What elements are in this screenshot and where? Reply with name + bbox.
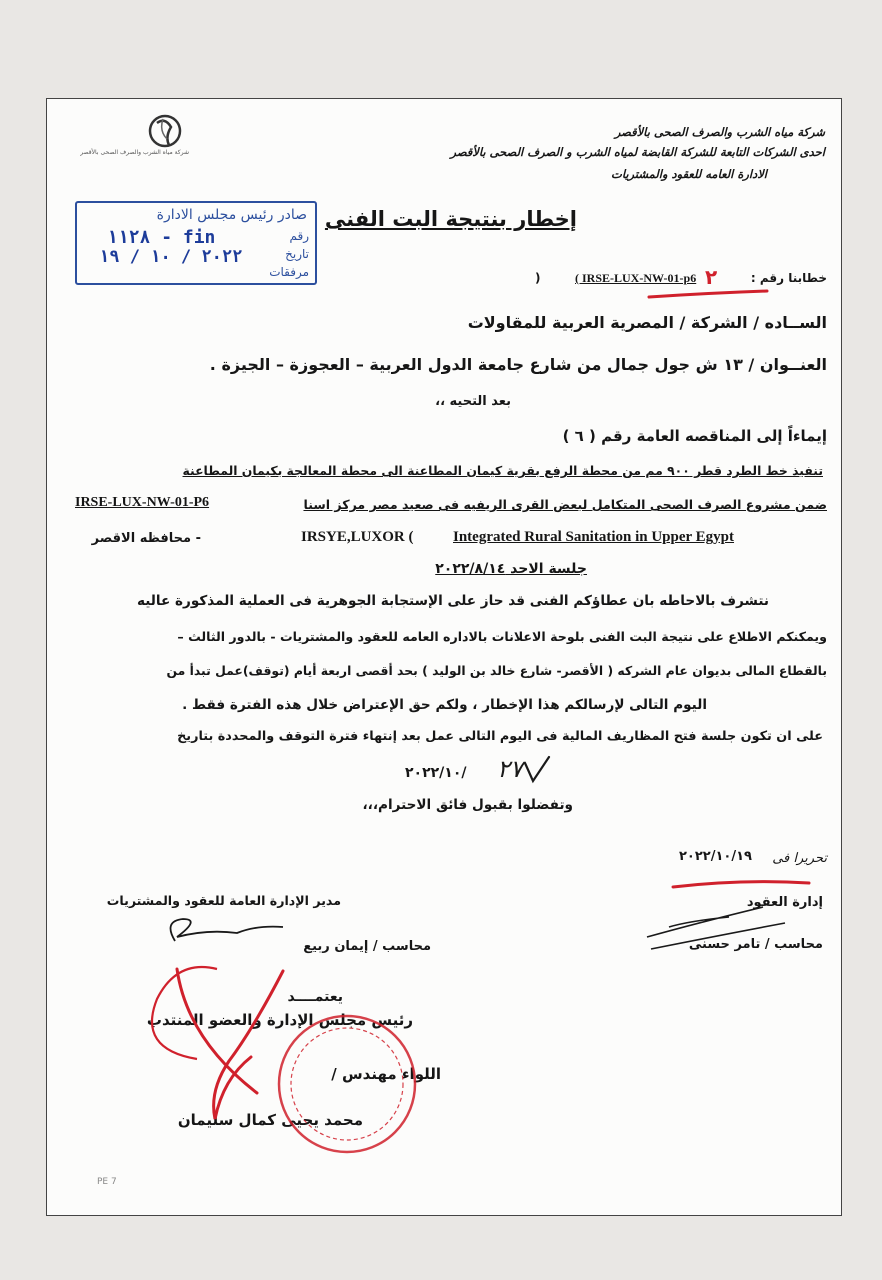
paragraph-4: اليوم التالى لإرسالكم هذا الإخطار ، ولكم حق الإعتراض خلال هذه الفترة فقط .: [182, 697, 707, 713]
reference-close-paren: ): [535, 271, 541, 285]
logo-caption: شركة مياه الشرب والصرف الصحى بالأقصر: [80, 149, 189, 156]
project-line-2: ضمن مشروع الصرف الصحى المتكامل لبعض القرى الريفيه فى صعيد مصر مركز اسنا: [303, 497, 827, 512]
signature-left-mark: [171, 919, 284, 941]
addressee-line: الســاده / الشركة / المصرية العربية للمقاولات: [467, 313, 827, 332]
session-date: جلسة الاحد ٢٠٢٢/٨/١٤: [435, 561, 587, 577]
stamp-attachments-label: مرفقات: [269, 265, 309, 279]
paragraph-5: على ان تكون جلسة فتح المظاريف المالية فى اليوم التالى عمل بعد إنتهاء فترة التوقف والمحددة بتاريخ: [177, 729, 823, 744]
session-date-line: ٢٠٢٢/١٠/: [405, 765, 467, 781]
gm-title: مدير الإدارة العامة للعقود والمشتريات: [106, 893, 341, 908]
accountant-right: محاسب / تامر حسنى: [688, 937, 823, 952]
project-line-1: تنفيذ خط الطرد قطر ٩٠٠ مم من محطة الرفع بقرية كيمان المطاعنة الى محطة المعالجة بكيمان المطاعنة: [182, 463, 823, 478]
project-code: IRSE-LUX-NW-01-P6: [75, 495, 210, 510]
handwritten-check-mark: [525, 757, 549, 781]
session-date-handwritten-day: ٢٧: [497, 755, 523, 783]
reference-label: خطابنا رقم :: [750, 271, 827, 285]
greeting: بعد التحيه ،،: [435, 394, 511, 409]
project-line-3-english-title: Integrated Rural Sanitation in Upper Egypt: [453, 529, 735, 545]
red-x-approval-mark: [177, 969, 283, 1119]
company-name-line2: احدى الشركات التابعة للشركة القابضة لمياه الشرب و الصرف الصحى بالأقصر: [450, 145, 825, 159]
stamp-date-label: تاريخ: [285, 247, 309, 261]
written-on-date: ٢٠٢٢/١٠/١٩: [679, 849, 752, 864]
reference-handwritten-mark: ٢: [705, 265, 718, 289]
pen-marks-overlay: [47, 99, 842, 1216]
written-on-label: تحريرا فى: [772, 851, 827, 866]
closing-phrase: وتفضلوا بقبول فائق الاحترام،،،: [362, 797, 573, 813]
red-underline-date-mark: [673, 882, 809, 887]
paragraph-2: ويمكنكم الاطلاع على نتيجة البت الفنى بلوحة الاعلانات بالاداره العامه للعقود والمشتريات - بالدور الثالث –: [177, 629, 827, 644]
footer-mark: PE 7: [97, 1177, 117, 1187]
chairman-title: رئيس مجلس الإدارة والعضو المنتدب: [146, 1011, 413, 1029]
contracts-dept-label: إدارة العقود: [746, 895, 823, 910]
document-page: [46, 98, 842, 1216]
addressee-address: العنــوان / ١٣ ش جول جمال من شارع جامعة الدول العربية – العجوزة – الجيزة .: [209, 355, 827, 374]
reference-code: ( IRSE-LUX-NW-01-p6: [575, 271, 697, 285]
tender-reference: إيماءاً إلى المناقصه العامة رقم ( ٦ ): [562, 427, 827, 445]
company-name-line1: شركة مياه الشرب والصرف الصحى بالأقصر: [614, 125, 825, 139]
department-name: الادارة العامه للعقود والمشتريات: [611, 167, 767, 181]
project-line-3-english-start: IRSYE,LUXOR (: [301, 529, 414, 545]
stamp-number-value: ١١٢٨ - fin: [107, 227, 216, 248]
approved-label: يعتمــــد: [287, 989, 343, 1005]
red-underline-reference-mark: [649, 291, 767, 297]
chairman-rank: اللواء مهندس /: [331, 1065, 441, 1083]
stamp-date-value: ٢٠٢٢ / ١٠ / ١٩: [99, 247, 243, 267]
project-line-3-arabic: - محافظه الاقصر: [91, 531, 201, 546]
chairman-name: محمد يحيى كمال سليمان: [177, 1111, 363, 1129]
stamp-header: صادر رئيس مجلس الادارة: [156, 207, 307, 223]
document-title: إخطار بنتيجة البت الفنى: [324, 207, 577, 231]
paragraph-1: نتشرف بالاحاطه بان عطاؤكم الفنى قد حاز على الإستجابة الجوهرية فى العملية المذكورة عاليه: [136, 593, 769, 609]
stamp-number-label: رقم: [289, 229, 309, 243]
paragraph-3: بالقطاع المالى بديوان عام الشركه ( الأقصر- شارع خالد بن الوليد ) بحد أقصى اربعة أيام (توقف)عمل تبدأ من: [166, 663, 827, 678]
signature-right-mark: [647, 907, 785, 949]
accountant-left: محاسب / إيمان ربيع: [303, 939, 431, 954]
red-seal-stamp: [279, 1016, 415, 1152]
